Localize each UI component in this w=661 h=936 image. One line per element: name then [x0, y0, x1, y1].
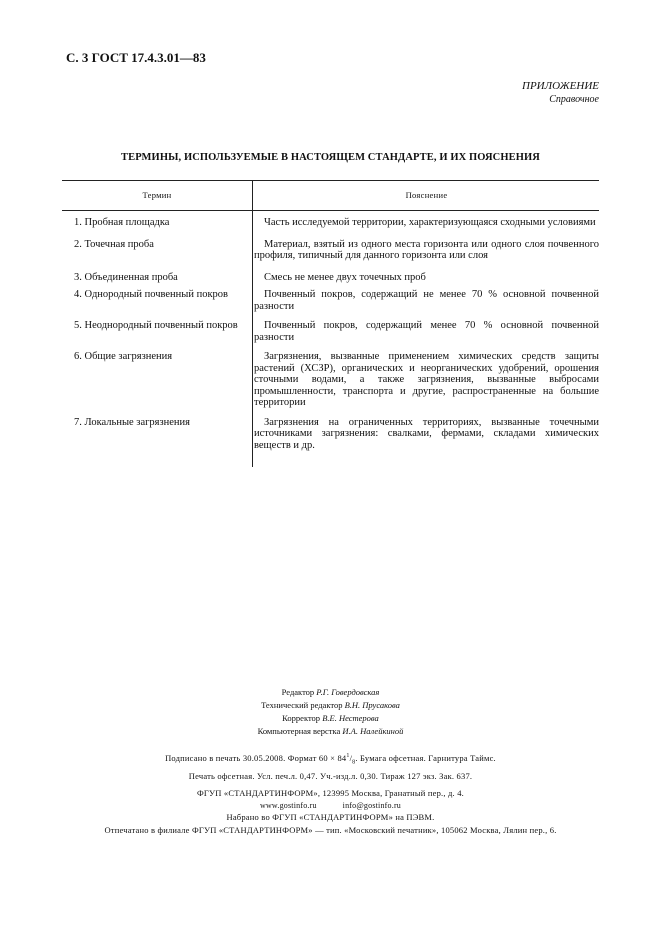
header-explanation: Пояснение	[405, 190, 448, 200]
terms-table	[62, 180, 599, 451]
row-term: 3. Объединенная проба	[74, 271, 178, 283]
tech-editor-label: Технический редактор	[261, 700, 343, 710]
row-explanation: Загрязнения, вызванные применением химических средств защиты растений (ХСЗР), органических и неорганических удобрений, орошения сточными водами, а также загрязнения, вызванные выбросами промышленности, транспорта и другие, распространенные на большие территории	[254, 351, 599, 408]
table-header	[62, 180, 599, 211]
row-term: 1. Пробная площадка	[74, 217, 170, 228]
print-line: Печать офсетная. Усл. печ.л. 0,47. Уч.-изд.л. 0,30. Тираж 127 экз. Зак. 637.	[188, 770, 473, 781]
row-term: 2. Точечная проба	[74, 238, 154, 250]
format-fraction-numerator: 1	[346, 753, 350, 759]
editor-line	[0, 686, 661, 699]
website-link[interactable]: www.gostinfo.ru	[259, 800, 317, 810]
table-row	[62, 351, 599, 409]
table-row	[62, 272, 599, 284]
editor-label: Редактор	[281, 687, 315, 697]
tech-editor-name: В.Н. Прусакова	[344, 700, 400, 710]
layout-label: Компьютерная верстка	[257, 726, 341, 736]
row-explanation: Загрязнения на ограниченных территориях, вызванные точечными источниками загрязнения: свалками, фермами, складами химических веществ и др.	[254, 416, 599, 451]
editorial-imprint	[0, 686, 661, 738]
editor-name: Р.Г. Говердовская	[316, 687, 380, 697]
table-row	[62, 417, 599, 452]
appendix-subtitle: Справочное	[549, 94, 599, 105]
signed-text-end: . Бумага офсетная. Гарнитура Таймс.	[355, 752, 496, 763]
printed-line: Отпечатано в филиале ФГУП «СТАНДАРТИНФОРМ» — тип. «Московский печатник», 105062 Москва, Лялин пер., 6.	[104, 824, 557, 835]
tech-editor-line	[0, 699, 661, 712]
row-explanation: Материал, взятый из одного места горизонта или одного слоя почвенного профиля, типичный для данного горизонта или слоя	[254, 238, 599, 261]
row-term: 4. Однородный почвенный покров	[74, 289, 229, 300]
corrector-label: Корректор	[282, 713, 321, 723]
appendix-label	[522, 80, 599, 106]
row-explanation: Почвенный покров, содержащий менее 70 % основной почвенной разности	[254, 320, 599, 343]
corrector-line	[0, 712, 661, 725]
row-term: 6. Общие загрязнения	[74, 351, 173, 362]
typeset-line: Набрано во ФГУП «СТАНДАРТИНФОРМ» на ПЭВМ.	[226, 811, 435, 822]
publication-info	[0, 750, 661, 837]
layout-name: И.А. Налейкиной	[342, 726, 404, 736]
corrector-name: В.Е. Нестерова	[322, 713, 379, 723]
table-row	[62, 239, 599, 262]
publisher-line: ФГУП «СТАНДАРТИНФОРМ», 123995 Москва, Гранатный пер., д. 4.	[197, 787, 464, 798]
table-row	[62, 217, 599, 229]
row-explanation: Смесь не менее двух точечных проб	[264, 271, 426, 283]
row-term: 5. Неоднородный почвенный покров	[74, 320, 238, 331]
row-term: 7. Локальные загрязнения	[74, 416, 190, 428]
email-link[interactable]: info@gostinfo.ru	[342, 800, 402, 810]
table-row	[62, 320, 599, 343]
format-fraction-denominator: 8	[352, 759, 356, 766]
section-title: ТЕРМИНЫ, ИСПОЛЬЗУЕМЫЕ В НАСТОЯЩЕМ СТАНДАРТЕ, И ИХ ПОЯСНЕНИЯ	[121, 152, 540, 163]
header-term: Термин	[142, 190, 172, 200]
row-explanation: Часть исследуемой территории, характеризующаяся сходными условиями	[264, 217, 596, 228]
page-header: С. 3 ГОСТ 17.4.3.01—83	[66, 50, 206, 65]
row-explanation: Почвенный покров, содержащий не менее 70 % основной почвенной разности	[254, 289, 599, 312]
column-divider	[252, 180, 253, 467]
layout-line	[0, 725, 661, 738]
contacts-line	[0, 800, 661, 811]
table-row	[62, 289, 599, 312]
signed-line: Подписано в печать 30.05.2008. Формат $60 \times 84^1/_8$. Бумага офсетная. Гарнитура Таймс.	[165, 752, 496, 766]
signed-text: Подписано в печать 30.05.2008. Формат 60 × 84	[165, 752, 347, 763]
appendix-title: ПРИЛОЖЕНИЕ	[522, 80, 599, 92]
